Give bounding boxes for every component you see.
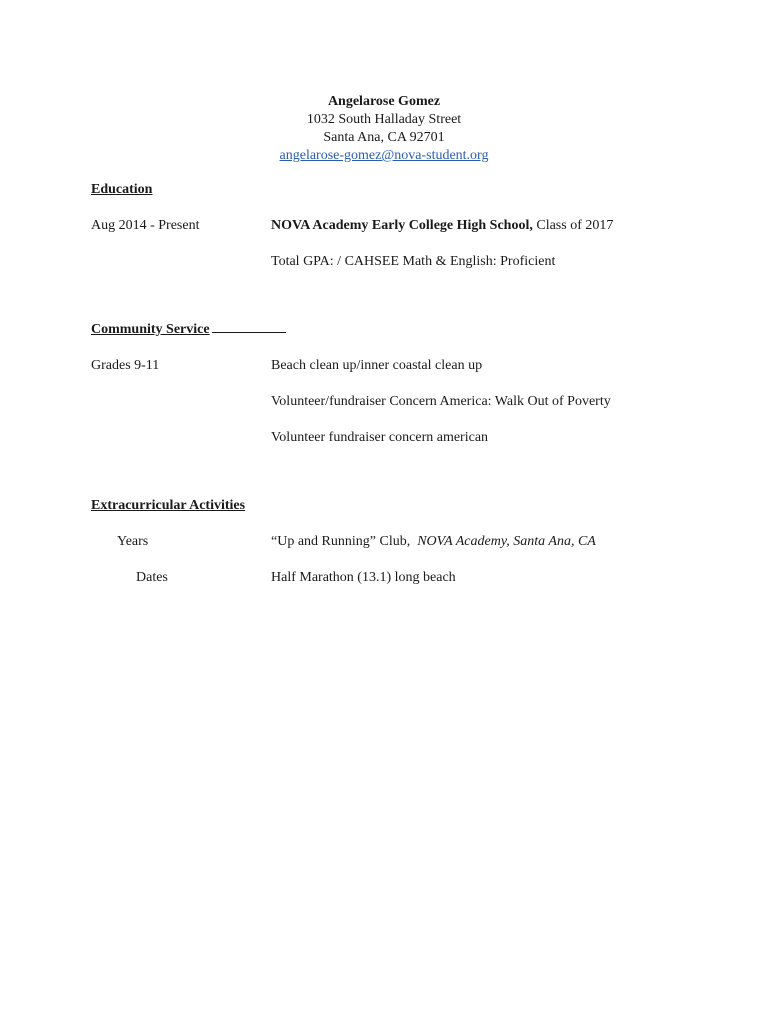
community-service-title: Community Service bbox=[91, 322, 210, 337]
club-line bbox=[271, 534, 596, 550]
education-dates: Aug 2014 - Present bbox=[91, 218, 200, 233]
community-service-heading bbox=[91, 322, 286, 338]
gpa-line: Total GPA: / CAHSEE Math & English: Proficient bbox=[271, 254, 556, 269]
service-item: Volunteer/fundraiser Concern America: Walk Out of Poverty bbox=[271, 394, 611, 409]
heading-underline-trail bbox=[212, 331, 286, 333]
service-item: Beach clean up/inner coastal clean up bbox=[271, 358, 483, 373]
address-line-1: 1032 South Halladay Street bbox=[306, 112, 462, 127]
years-label: Years bbox=[117, 534, 149, 549]
club-name: “Up and Running” Club, bbox=[271, 534, 411, 549]
service-grades: Grades 9-11 bbox=[91, 358, 160, 373]
education-school-line bbox=[271, 218, 613, 234]
education-heading: Education bbox=[91, 182, 153, 197]
class-of: Class of 2017 bbox=[532, 218, 614, 233]
email-link[interactable]: angelarose-gomez@nova-student.org bbox=[279, 148, 489, 163]
marathon-item: Half Marathon (13.1) long beach bbox=[271, 570, 456, 585]
extracurricular-heading: Extracurricular Activities bbox=[91, 498, 246, 513]
address-line-2: Santa Ana, CA 92701 bbox=[323, 130, 445, 145]
service-item: Volunteer fundraiser concern american bbox=[271, 430, 489, 445]
school-name: NOVA Academy Early College High School, bbox=[271, 218, 533, 233]
club-location: NOVA Academy, Santa Ana, CA bbox=[417, 534, 596, 549]
dates-label: Dates bbox=[136, 570, 168, 585]
resume-header bbox=[0, 93, 768, 165]
applicant-name: Angelarose Gomez bbox=[327, 94, 441, 109]
